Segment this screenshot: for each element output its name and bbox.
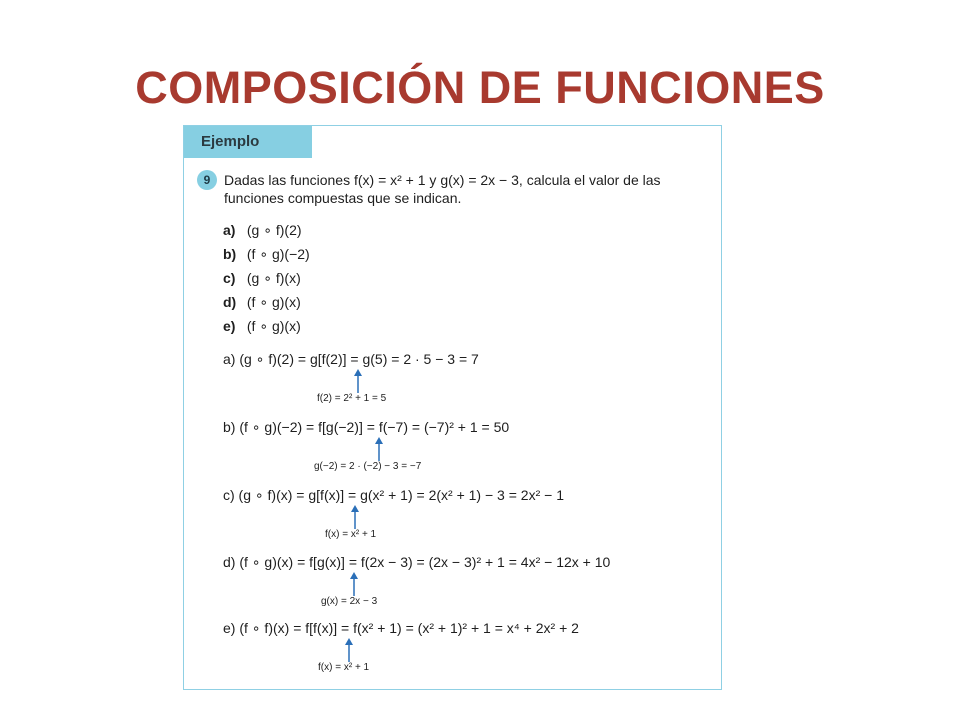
item-label: b) — [223, 246, 237, 262]
list-item — [223, 218, 310, 242]
item-expression: (f ∘ g)(x) — [246, 294, 301, 310]
solution-line-a: a) (g ∘ f)(2) = g[f(2)] = g(5) = 2 · 5 − 3 = 7 — [223, 351, 479, 367]
slide-title: COMPOSICIÓN DE FUNCIONES — [135, 62, 825, 113]
arrow-up-icon — [354, 369, 362, 393]
solution-note-b: g(−2) = 2 · (−2) − 3 = −7 — [314, 461, 422, 472]
solution-note-c: f(x) = x² + 1 — [325, 529, 377, 540]
item-expression: (f ∘ g)(−2) — [246, 246, 310, 262]
list-item — [223, 266, 310, 290]
solution-line-e: e) (f ∘ f)(x) = f[f(x)] = f(x² + 1) = (x² + 1)² + 1 = x⁴ + 2x² + 2 — [223, 620, 579, 636]
item-label: c) — [223, 270, 236, 286]
solution-note-e: f(x) = x² + 1 — [318, 662, 370, 673]
item-label: e) — [223, 318, 236, 334]
example-box — [183, 125, 722, 690]
list-item — [223, 290, 310, 314]
list-item — [223, 314, 310, 338]
solution-line-c: c) (g ∘ f)(x) = g[f(x)] = g(x² + 1) = 2(x² + 1) − 3 = 2x² − 1 — [223, 487, 564, 503]
arrow-up-icon — [351, 505, 359, 529]
item-list — [223, 218, 310, 338]
item-expression: (g ∘ f)(x) — [246, 270, 301, 286]
item-expression: (f ∘ g)(x) — [246, 318, 301, 334]
solution-line-d: d) (f ∘ g)(x) = f[g(x)] = f(2x − 3) = (2x − 3)² + 1 = 4x² − 12x + 10 — [223, 554, 611, 570]
problem-number-badge: 9 — [197, 170, 217, 190]
item-expression: (g ∘ f)(2) — [246, 222, 302, 238]
solution-line-b: b) (f ∘ g)(−2) = f[g(−2)] = f(−7) = (−7)² + 1 = 50 — [223, 419, 510, 435]
arrow-up-icon — [345, 638, 353, 662]
item-label: d) — [223, 294, 237, 310]
solution-note-d: g(x) = 2x − 3 — [321, 596, 378, 607]
arrow-up-icon — [350, 572, 358, 596]
solution-note-a: f(2) = 2² + 1 = 5 — [317, 393, 387, 404]
problem-statement: Dadas las funciones f(x) = x² + 1 y g(x) = 2x − 3, calcula el valor de las funciones compuestas que se indican. — [224, 172, 661, 206]
arrow-up-icon — [375, 437, 383, 461]
example-tab: Ejemplo — [184, 126, 312, 158]
list-item — [223, 242, 310, 266]
item-label: a) — [223, 222, 236, 238]
